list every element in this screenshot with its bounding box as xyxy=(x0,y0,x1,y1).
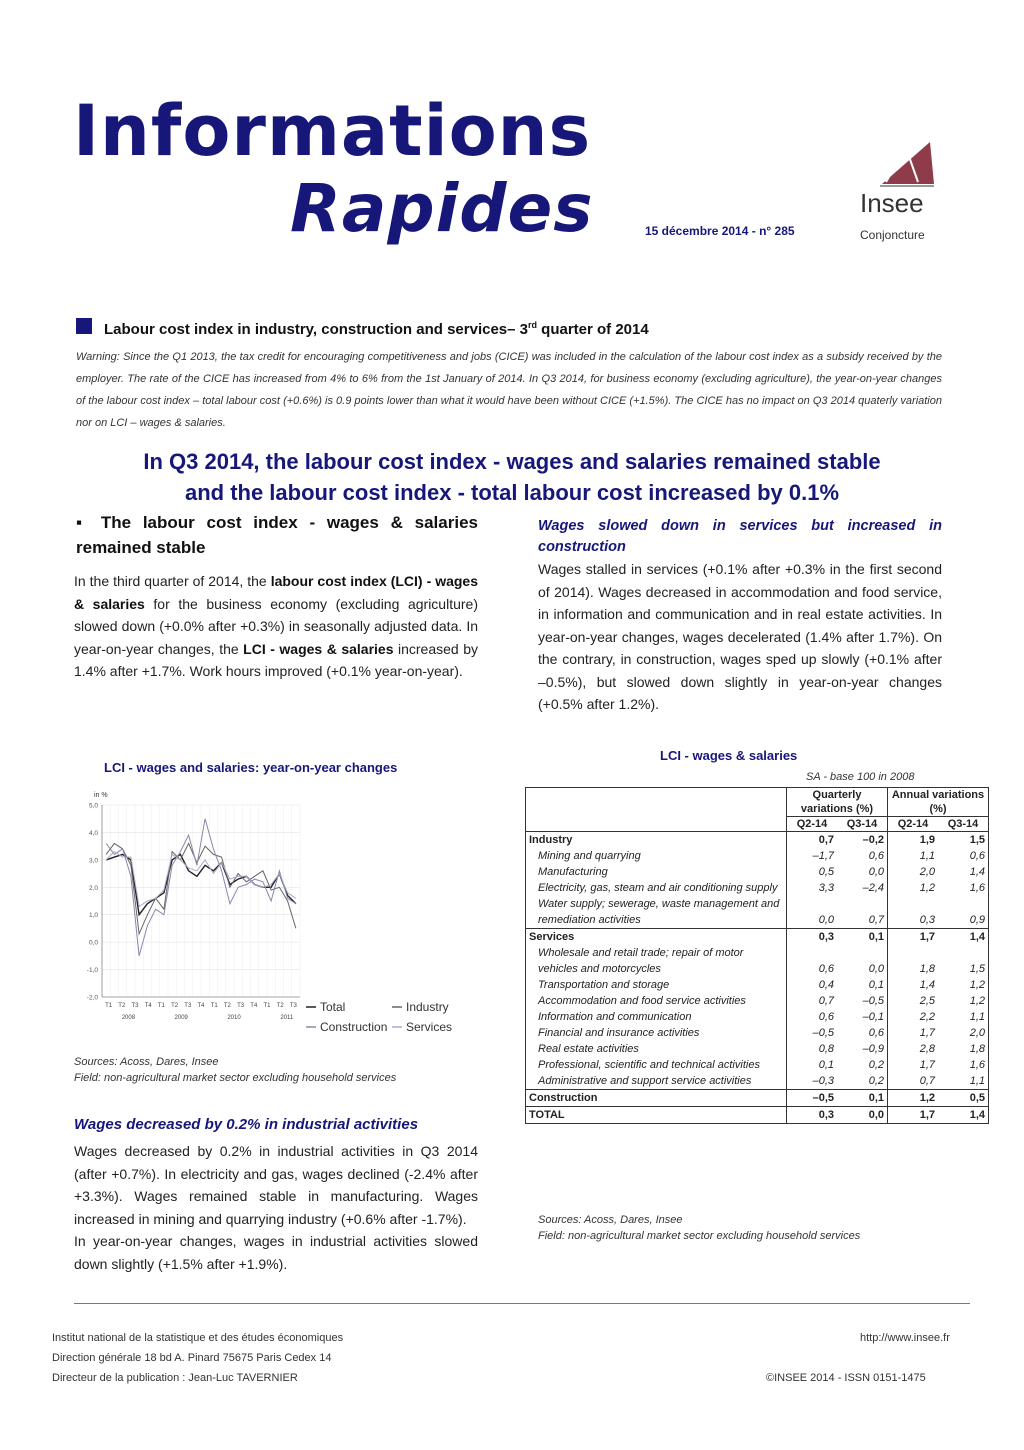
row-value: 0,1 xyxy=(837,1090,888,1107)
legend-label: Construction xyxy=(320,1020,388,1034)
right-paragraph: Wages stalled in services (+0.1% after +0.3% in the first second of 2014). Wages decreased in accommodation and food service, in information and communication and in real estate activities. In year-on-year changes, wages decelerated (1.4% after 1.7%). On the contrary, in construction, wages sped up slowly (+0.1% after –0.5%), but slowed down slightly in year-on-year changes (+0.5% after 1.2%). xyxy=(538,561,942,712)
footer-address: Institut national de la statistique et des études économiques Direction générale 18 bd A. Pinard 75675 Paris Cedex 14 Directeur de la publication : Jean-Luc TAVERNIER xyxy=(52,1332,344,1384)
row-value: –0,2 xyxy=(837,832,888,849)
row-value: 0,6 xyxy=(787,945,838,977)
row-value: 1,2 xyxy=(888,1090,939,1107)
row-value: 1,9 xyxy=(888,832,939,849)
row-value: 1,5 xyxy=(938,832,989,849)
col-group-annual: Annual variations (%) xyxy=(888,788,989,817)
x-tick-label: T3 xyxy=(131,1003,139,1009)
x-tick-label: T1 xyxy=(157,1003,165,1009)
row-value: 1,4 xyxy=(938,864,989,880)
row-value: –0,5 xyxy=(787,1025,838,1041)
logo-subtitle: Conjoncture xyxy=(860,228,925,242)
y-tick-label: 1,0 xyxy=(88,912,98,920)
row-value: 0,8 xyxy=(787,1041,838,1057)
row-value: 0,2 xyxy=(868,1059,884,1071)
row-value: 0,0 xyxy=(868,963,884,975)
row-label: Financial and insurance activities xyxy=(526,1025,787,1041)
row-label: Information and communication xyxy=(526,1009,787,1025)
x-tick-label: T2 xyxy=(118,1003,126,1009)
row-value: 1,7 xyxy=(888,929,939,946)
row-value: 2,0 xyxy=(938,1025,989,1041)
row-label: Water supply; sewerage, waste management and remediation activities xyxy=(526,896,787,929)
table-row xyxy=(526,1041,989,1057)
x-tick-label: T1 xyxy=(263,1003,271,1009)
col-header: Q2-14 xyxy=(787,817,838,832)
row-value: 0,6 xyxy=(938,848,989,864)
row-value: 0,1 xyxy=(837,929,888,946)
row-value: 0,6 xyxy=(868,1027,884,1039)
issue-date: 15 décembre 2014 - n° 285 xyxy=(645,224,795,238)
table-row xyxy=(526,1009,989,1025)
left-heading: ▪ The labour cost index - wages & salaries remained stable xyxy=(76,513,478,557)
row-value: 1,4 xyxy=(938,929,989,946)
insee-logo-icon xyxy=(876,138,936,188)
row-value: 1,2 xyxy=(938,993,989,1009)
x-year-label: 2010 xyxy=(227,1015,241,1021)
row-value: 0,3 xyxy=(787,929,838,946)
row-value: 2,8 xyxy=(888,1041,939,1057)
table-source: Sources: Acoss, Dares, Insee Field: non-agricultural market sector excluding household services xyxy=(538,1214,861,1242)
row-value: 1,8 xyxy=(938,1041,989,1057)
row-label: Construction xyxy=(526,1090,787,1107)
footer-rule xyxy=(74,1303,970,1304)
row-value: 0,1 xyxy=(868,979,884,991)
industry-paragraph: Wages decreased by 0.2% in industrial activities in Q3 2014 (after +0.7%). In electricity and gas, wages declined (-2.4% after +3.3%). Wages remained stable in manufacturing. Wages increased in mining and quarrying industry (+0.6% after -1.7%). In year-on-year changes, wages in industrial activities slowed down slightly (+1.5% after +1.9%). xyxy=(74,1143,478,1272)
table-row xyxy=(526,1025,989,1041)
col-header: Q3-14 xyxy=(837,817,888,832)
y-tick-label: 0,0 xyxy=(88,939,98,947)
row-label: Transportation and storage xyxy=(526,977,787,993)
row-value: 0,3 xyxy=(787,1107,838,1124)
x-tick-label: T2 xyxy=(276,1003,284,1009)
x-tick-label: T3 xyxy=(237,1003,245,1009)
table-row xyxy=(526,993,989,1009)
row-value: 1,1 xyxy=(938,1073,989,1090)
y-tick-label: 4,0 xyxy=(88,829,98,837)
headline: In Q3 2014, the labour cost index - wages and salaries remained stable and the labour cost index - total labour cost increased by 0.1% xyxy=(143,449,881,505)
row-value: 1,2 xyxy=(888,880,939,896)
row-value: –0,3 xyxy=(787,1073,838,1090)
row-label: Mining and quarrying xyxy=(526,848,787,864)
row-value: –0,5 xyxy=(862,995,884,1007)
row-value: 0,1 xyxy=(787,1057,838,1073)
row-value: –2,4 xyxy=(862,882,884,894)
row-value: 1,6 xyxy=(938,880,989,896)
row-value: 1,1 xyxy=(888,848,939,864)
industry-heading: Wages decreased by 0.2% in industrial activities xyxy=(74,1116,419,1133)
table-row xyxy=(526,880,989,896)
row-label: Real estate activities xyxy=(526,1041,787,1057)
row-value: 1,6 xyxy=(938,1057,989,1073)
x-tick-label: T3 xyxy=(289,1003,297,1009)
row-value: 0,7 xyxy=(888,1073,939,1090)
row-value: 0,7 xyxy=(787,993,838,1009)
row-value: 0,4 xyxy=(787,977,838,993)
logo-name: Insee xyxy=(860,188,924,218)
table-row xyxy=(526,1073,989,1090)
row-value: –0,5 xyxy=(787,1090,838,1107)
row-value: 0,0 xyxy=(787,896,838,929)
table-row xyxy=(526,929,989,946)
row-value: 1,2 xyxy=(938,977,989,993)
warning-note: Warning: Since the Q1 2013, the tax credit for encouraging competitiveness and jobs (CICE) was included in the calculation of the labour cost index as a subsidy received by the employer. The rate of the CICE has increased from 4% to 6% from the 1st January of 2014. In Q3 2014, for business economy (excluding agriculture), the year-on-year changes of the labour cost index – total labour cost (+0.6%) is 0.9 points lower than what it would have been without CICE (+1.5%). The CICE has no impact on Q3 2014 quaterly variation nor on LCI – wages & salaries. xyxy=(76,351,942,429)
x-tick-label: T2 xyxy=(171,1003,179,1009)
right-heading: Wages slowed down in services but increased in construction xyxy=(538,518,942,555)
row-label: Accommodation and food service activities xyxy=(526,993,787,1009)
chart-title: LCI - wages and salaries: year-on-year changes xyxy=(104,760,398,775)
row-value: 0,3 xyxy=(888,896,939,929)
col-header: Q2-14 xyxy=(888,817,939,832)
row-value: 0,6 xyxy=(787,1009,838,1025)
x-year-label: 2011 xyxy=(280,1015,294,1021)
row-value: 1,7 xyxy=(888,1107,939,1124)
table-row xyxy=(526,832,989,849)
section-bullet-icon xyxy=(76,318,92,334)
row-label: Industry xyxy=(526,832,787,849)
row-value: 0,7 xyxy=(787,832,838,849)
row-value: –0,1 xyxy=(862,1011,884,1023)
legend-label: Industry xyxy=(406,1000,449,1014)
col-group-quarterly: Quarterly variations (%) xyxy=(787,788,888,817)
row-label: Professional, scientific and technical activities xyxy=(526,1057,787,1073)
row-value: 0,5 xyxy=(787,864,838,880)
y-tick-label: 2,0 xyxy=(88,884,98,892)
table-row xyxy=(526,1107,989,1124)
row-value: 1,7 xyxy=(888,1025,939,1041)
row-value: 1,8 xyxy=(888,945,939,977)
section-title: Labour cost index in industry, construction and services– 3rd quarter of 2014 xyxy=(104,320,649,338)
legend-label: Services xyxy=(406,1020,453,1034)
table-row xyxy=(526,896,989,929)
row-value: –1,7 xyxy=(787,848,838,864)
x-year-label: 2008 xyxy=(121,1015,136,1021)
table-row xyxy=(526,945,989,977)
y-tick-label: 3,0 xyxy=(88,857,98,865)
table-row xyxy=(526,1057,989,1073)
lci-table xyxy=(525,787,989,1124)
table-row xyxy=(526,864,989,880)
x-tick-label: T4 xyxy=(197,1003,205,1009)
row-value: 3,3 xyxy=(787,880,838,896)
masthead-title: Informations xyxy=(73,90,592,172)
x-tick-label: T4 xyxy=(250,1003,258,1009)
chart-source: Sources: Acoss, Dares, Insee Field: non-agricultural market sector excluding household services xyxy=(74,1056,397,1084)
row-value: 1,4 xyxy=(938,1107,989,1124)
y-axis-unit: in % xyxy=(94,792,108,799)
row-value: 0,7 xyxy=(868,914,884,926)
table-row xyxy=(526,977,989,993)
legend-label: Total xyxy=(320,1000,346,1014)
row-label: Wholesale and retail trade; repair of motor vehicles and motorcycles xyxy=(526,945,787,977)
table-note: SA - base 100 in 2008 xyxy=(806,771,915,783)
y-tick-label: 5,0 xyxy=(88,802,98,810)
row-value: 0,5 xyxy=(938,1090,989,1107)
col-header: Q3-14 xyxy=(938,817,989,832)
table-title: LCI - wages & salaries xyxy=(660,748,798,763)
row-value: 2,0 xyxy=(888,864,939,880)
masthead-subtitle: Rapides xyxy=(290,170,594,247)
table-row xyxy=(526,848,989,864)
x-tick-label: T3 xyxy=(184,1003,192,1009)
row-value: 0,0 xyxy=(868,866,884,878)
row-value: 1,7 xyxy=(888,1057,939,1073)
row-label: Electricity, gas, steam and air conditioning supply xyxy=(526,880,787,896)
row-value: 1,5 xyxy=(938,945,989,977)
left-paragraph: In the third quarter of 2014, the labour cost index (LCI) - wages & salaries for the business economy (excluding agriculture) slowed down (+0.0% after +0.3%) in seasonally adjusted data. In year-on-year changes, the LCI - wages & salaries increased by 1.4% after +1.7%. Work hours improved (+0.1% year-on-year). xyxy=(74,573,478,679)
row-value: 0,9 xyxy=(938,896,989,929)
row-value: 0,6 xyxy=(868,850,884,862)
x-tick-label: T1 xyxy=(105,1003,113,1009)
line-chart xyxy=(74,785,484,1045)
row-label: Services xyxy=(526,929,787,946)
row-label: Manufacturing xyxy=(526,864,787,880)
y-tick-label: -2,0 xyxy=(86,994,98,1002)
row-label: TOTAL xyxy=(526,1107,787,1124)
row-value: 0,2 xyxy=(868,1075,884,1087)
row-value: –0,9 xyxy=(862,1043,884,1055)
x-tick-label: T4 xyxy=(144,1003,152,1009)
x-year-label: 2009 xyxy=(174,1015,188,1021)
x-tick-label: T2 xyxy=(223,1003,231,1009)
row-value: 0,0 xyxy=(837,1107,888,1124)
x-tick-label: T1 xyxy=(210,1003,218,1009)
row-value: 1,4 xyxy=(888,977,939,993)
footer-copyright: ©INSEE 2014 - ISSN 0151-1475 xyxy=(766,1372,926,1384)
row-value: 2,5 xyxy=(888,993,939,1009)
row-value: 2,2 xyxy=(888,1009,939,1025)
row-label: Administrative and support service activities xyxy=(526,1073,787,1090)
row-value: 1,1 xyxy=(938,1009,989,1025)
table-row xyxy=(526,1090,989,1107)
footer-url[interactable]: http://www.insee.fr xyxy=(860,1332,950,1344)
y-tick-label: -1,0 xyxy=(86,967,98,975)
